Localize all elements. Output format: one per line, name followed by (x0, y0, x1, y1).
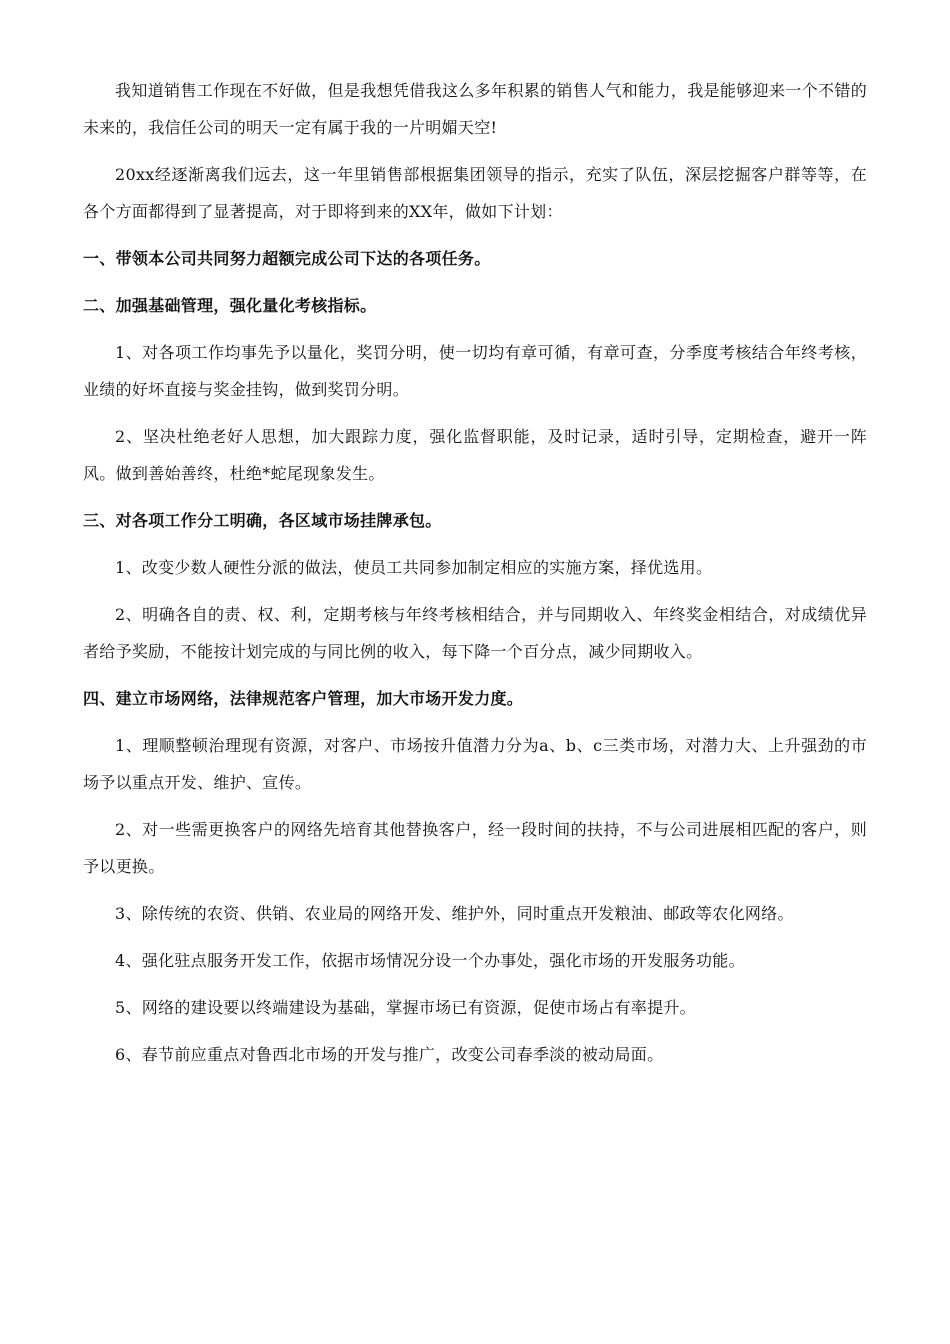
paragraph: 4、强化驻点服务开发工作，依据市场情况分设一个办事处，强化市场的开发服务功能。 (115, 951, 745, 970)
section-heading: 一、带领本公司共同努力超额完成公司下达的各项任务。 (83, 249, 491, 268)
paragraph: 20xx经逐渐离我们远去，这一年里销售部根据集团领导的指示，充实了队伍，深层挖掘客户群等等，在各个方面都得到了显著提高，对于即将到来的XX年，做如下计划： (83, 165, 867, 221)
paragraph: 6、春节前应重点对鲁西北市场的开发与推广，改变公司春季淡的被动局面。 (115, 1045, 664, 1064)
section-heading: 四、建立市场网络，法律规范客户管理，加大市场开发力度。 (83, 689, 524, 708)
section-heading: 三、对各项工作分工明确，各区域市场挂牌承包。 (83, 511, 442, 530)
section-heading: 二、加强基础管理，强化量化考核指标。 (83, 296, 377, 315)
paragraph: 我知道销售工作现在不好做，但是我想凭借我这么多年积累的销售人气和能力，我是能够迎来一个不错的未来的，我信任公司的明天一定有属于我的一片明媚天空! (83, 81, 867, 137)
paragraph: 2、坚决杜绝老好人思想，加大跟踪力度，强化监督职能，及时记录，适时引导，定期检查，避开一阵风。做到善始善终，杜绝*蛇尾现象发生。 (83, 427, 867, 483)
paragraph: 3、除传统的农资、供销、农业局的网络开发、维护外，同时重点开发粮油、邮政等农化网络。 (115, 904, 794, 923)
paragraph: 1、理顺整顿治理现有资源，对客户、市场按升值潜力分为a、b、c三类市场，对潜力大、上升强劲的市场予以重点开发、维护、宣传。 (83, 736, 867, 792)
document-page (83, 72, 867, 1073)
paragraph: 1、对各项工作均事先予以量化，奖罚分明，使一切均有章可循，有章可查，分季度考核结合年终考核，业绩的好坏直接与奖金挂钩，做到奖罚分明。 (83, 343, 867, 399)
paragraph: 2、对一些需更换客户的网络先培育其他替换客户，经一段时间的扶持，不与公司进展相匹配的客户，则予以更换。 (83, 820, 867, 876)
paragraph: 1、改变少数人硬性分派的做法，使员工共同参加制定相应的实施方案，择优选用。 (115, 558, 713, 577)
paragraph: 5、网络的建设要以终端建设为基础，掌握市场已有资源，促使市场占有率提升。 (115, 998, 696, 1017)
paragraph: 2、明确各自的责、权、利，定期考核与年终考核相结合，并与同期收入、年终奖金相结合，对成绩优异者给予奖励，不能按计划完成的与同比例的收入，每下降一个百分点，减少同期收入。 (83, 605, 867, 661)
